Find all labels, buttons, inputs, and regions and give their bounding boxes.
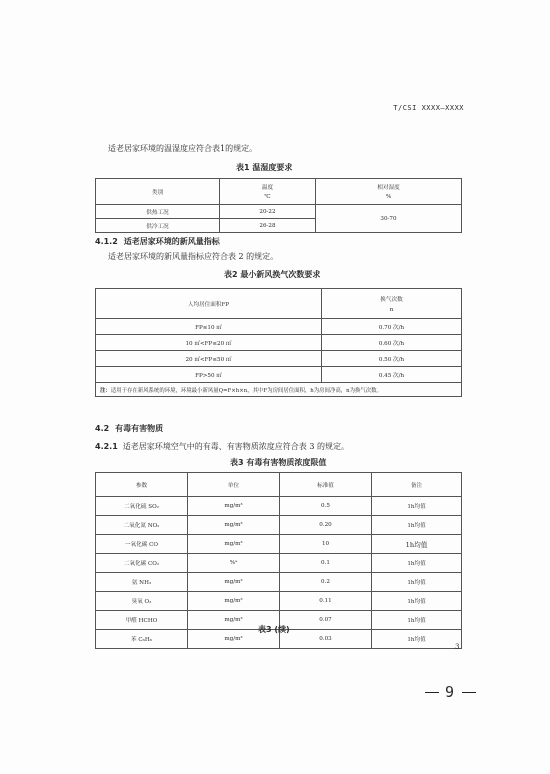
table3-unit-cell: mg/m³ [188,592,280,611]
table3-remark-cell: 1h均值 [372,535,462,554]
table3-remark-cell: 1h均值 [372,516,462,535]
table3-remark-cell: 1h均值 [372,497,462,516]
table2-rate-cell: 0.50 次/h [322,351,462,367]
table2-note [96,383,462,397]
table3-remark-cell: 1h均值 [372,573,462,592]
dash-right [462,692,476,693]
table3-toxic-substances [95,472,462,649]
table3-unit-cell: %ᵃ [188,554,280,573]
temp-label: 温度 [261,185,274,191]
note-label: 注： [100,387,111,394]
humidity-unit: % [385,194,392,200]
table1-row2-temp: 26-28 [220,219,316,233]
table2-area-cell: 20 ㎡<FP≤50 ㎡ [96,351,322,367]
humidity-label: 相对湿度 [377,185,400,191]
table3-remark-cell: 1h均值 [372,554,462,573]
table2-header-rate [322,289,462,319]
table3-param-cell: 一氧化碳 CO [96,535,188,554]
section-number: 4.1.2 [95,237,118,246]
table2-rate-cell: 0.70 次/h [322,319,462,335]
table3-remark-cell: 1h均值 [372,630,462,649]
section-number: 4.2 [95,424,110,433]
table1-temperature-humidity [95,178,462,233]
table3-param-cell: 二氧化碳 CO₂ [96,554,188,573]
table2-header-area: 人均居住面积FP [96,289,322,319]
table3-remark-cell: 1h均值 [372,592,462,611]
table3-unit-cell: mg/m³ [188,497,280,516]
table3-continued-caption: 表3 (续) [258,625,290,634]
scan-page-number [419,683,482,701]
table2-fresh-air [95,288,462,397]
section-text: 适老居家环境空气中的有毒、有害物质浓度应符合表 3 的规定。 [122,442,349,451]
section-4-2-1-text [95,441,349,452]
table3-param-cell: 二氧化氮 NO₂ [96,516,188,535]
section-number: 4.2.1 [95,442,118,451]
table-row [96,497,462,516]
table3-param-cell: 苯 C₆H₆ [96,630,188,649]
table2-area-cell: FP≤10 ㎡ [96,319,322,335]
temp-unit: ℃ [264,194,271,200]
section-title: 适老居家环境的新风量指标 [123,237,220,246]
section-4-1-2-text: 适老居家环境的新风量指标应符合表 2 的规定。 [108,252,279,261]
table2-caption: 表2 最小新风换气次数要求 [224,270,321,279]
table1-header-category: 类别 [96,179,220,205]
table3-unit-cell: mg/m³ [188,573,280,592]
table3-unit-cell: mg/m³ [188,516,280,535]
table-row [96,319,462,335]
table2-area-cell: 10 ㎡<FP≤20 ㎡ [96,335,322,351]
table3-header-remark: 备注 [372,473,462,497]
table3-standard-cell: 0.5 [280,497,372,516]
table-row [96,367,462,383]
table-row [96,554,462,573]
table1-header-temperature [220,179,316,205]
table1-humidity-value: 30-70 [316,205,462,233]
section-4-1-2-heading [95,236,220,247]
document-code: T/CSI XXXX—XXXX [393,104,464,112]
printed-page-number: 3 [455,643,460,651]
table3-remark-cell: 1h均值 [372,611,462,630]
section-title: 有毒有害物质 [115,424,164,433]
table-row [96,516,462,535]
dash-left [425,692,439,693]
page-number-value: 9 [445,683,457,701]
note-text: 适用于存在新风系统的环境，环境最小新风量Q=F×h×n，其中F为房间居住面积，h为房间净高，n为换气次数。 [110,387,382,394]
table2-rate-cell: 0.45 次/h [322,367,462,383]
table3-caption: 表3 有毒有害物质浓度限值 [230,458,327,467]
table3-standard-cell: 0.20 [280,516,372,535]
table3-param-cell: 臭氧 O₃ [96,592,188,611]
table3-header-standard: 标准值 [280,473,372,497]
table3-param-cell: 二氧化硫 SO₂ [96,497,188,516]
table3-standard-cell: 0.2 [280,573,372,592]
table-row [96,535,462,554]
table3-standard-cell: 10 [280,535,372,554]
table-row [96,335,462,351]
table1-caption: 表1 温湿度要求 [236,163,293,172]
section-4-2-heading [95,423,163,434]
table3-header-param: 参数 [96,473,188,497]
table3-unit-cell: mg/m³ [188,630,280,649]
table3-standard-cell: 0.07 [280,611,372,630]
table3-standard-cell: 0.11 [280,592,372,611]
table3-param-cell: 甲醛 HCHO [96,611,188,630]
table2-area-cell: FP>50 ㎡ [96,367,322,383]
table-row [96,205,462,219]
table-row [96,573,462,592]
table1-row1-category: 供热工况 [96,205,220,219]
table3-standard-cell: 0.1 [280,554,372,573]
table1-row1-temp: 20-22 [220,205,316,219]
table-row [96,351,462,367]
table2-rate-cell: 0.60 次/h [322,335,462,351]
intro-paragraph: 适老居家环境的温湿度应符合表1的规定。 [108,144,258,153]
table1-header-humidity [316,179,462,205]
table3-standard-cell: 0.03 [280,630,372,649]
table-row [96,592,462,611]
rate-unit: n [389,306,394,313]
table3-unit-cell: mg/m³ [188,611,280,630]
table3-header-unit: 单位 [188,473,280,497]
table3-unit-cell: mg/m³ [188,535,280,554]
rate-label: 换气次数 [380,296,403,303]
table3-param-cell: 氨 NH₃ [96,573,188,592]
table1-row2-category: 供冷工况 [96,219,220,233]
